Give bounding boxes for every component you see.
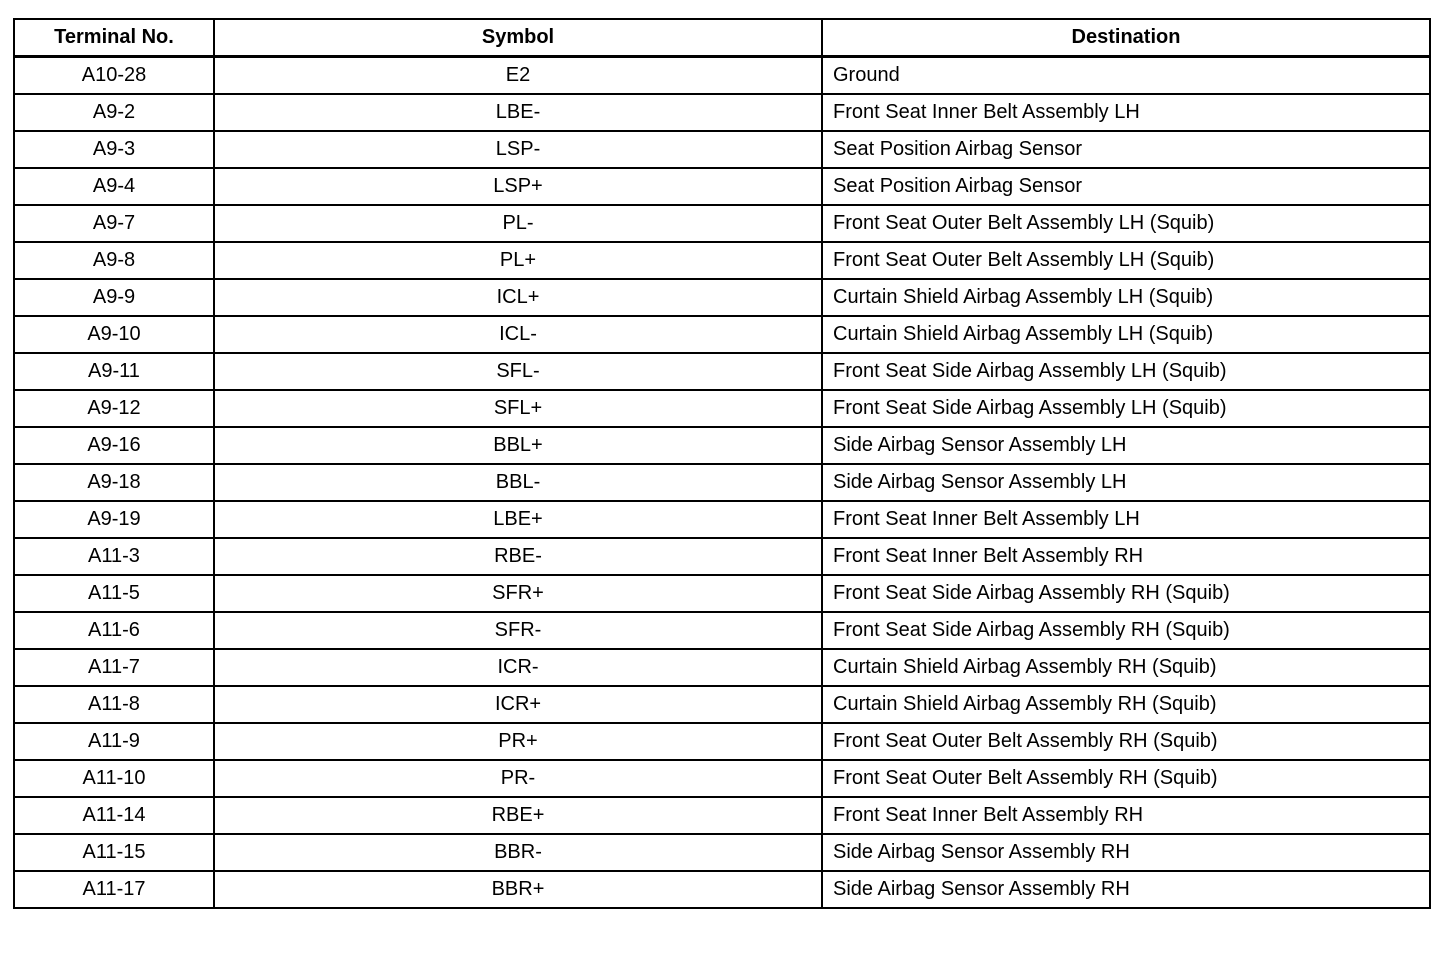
cell-terminal-no: A9-2 <box>14 94 214 131</box>
table-row <box>14 501 1430 538</box>
cell-destination: Curtain Shield Airbag Assembly LH (Squib) <box>822 279 1430 316</box>
cell-terminal-no: A11-3 <box>14 538 214 575</box>
table-row <box>14 612 1430 649</box>
header-row <box>14 19 1430 57</box>
table-row <box>14 168 1430 205</box>
cell-symbol: SFR- <box>214 612 822 649</box>
cell-destination: Front Seat Inner Belt Assembly LH <box>822 94 1430 131</box>
cell-destination: Curtain Shield Airbag Assembly LH (Squib) <box>822 316 1430 353</box>
cell-terminal-no: A11-14 <box>14 797 214 834</box>
table-row <box>14 57 1430 95</box>
cell-destination: Front Seat Outer Belt Assembly LH (Squib) <box>822 242 1430 279</box>
table-row <box>14 205 1430 242</box>
cell-symbol: ICL- <box>214 316 822 353</box>
table-row <box>14 279 1430 316</box>
cell-terminal-no: A11-17 <box>14 871 214 908</box>
cell-destination: Side Airbag Sensor Assembly LH <box>822 427 1430 464</box>
table-row <box>14 242 1430 279</box>
cell-destination: Front Seat Outer Belt Assembly RH (Squib) <box>822 723 1430 760</box>
cell-symbol: ICL+ <box>214 279 822 316</box>
terminal-table <box>13 18 1431 909</box>
cell-destination: Seat Position Airbag Sensor <box>822 131 1430 168</box>
cell-destination: Front Seat Side Airbag Assembly LH (Squib) <box>822 353 1430 390</box>
table-row <box>14 686 1430 723</box>
cell-terminal-no: A11-9 <box>14 723 214 760</box>
header-terminal-no: Terminal No. <box>14 19 214 57</box>
cell-terminal-no: A9-9 <box>14 279 214 316</box>
cell-terminal-no: A9-8 <box>14 242 214 279</box>
cell-symbol: RBE+ <box>214 797 822 834</box>
cell-terminal-no: A11-6 <box>14 612 214 649</box>
cell-terminal-no: A9-12 <box>14 390 214 427</box>
cell-symbol: LSP- <box>214 131 822 168</box>
table-row <box>14 131 1430 168</box>
cell-terminal-no: A9-4 <box>14 168 214 205</box>
cell-terminal-no: A10-28 <box>14 57 214 95</box>
cell-symbol: PL+ <box>214 242 822 279</box>
table-row <box>14 575 1430 612</box>
table-row <box>14 797 1430 834</box>
cell-destination: Front Seat Side Airbag Assembly RH (Squib) <box>822 612 1430 649</box>
terminal-table-container <box>13 18 1429 909</box>
cell-destination: Front Seat Inner Belt Assembly RH <box>822 797 1430 834</box>
cell-destination: Front Seat Outer Belt Assembly LH (Squib) <box>822 205 1430 242</box>
cell-destination: Front Seat Outer Belt Assembly RH (Squib) <box>822 760 1430 797</box>
cell-symbol: PL- <box>214 205 822 242</box>
cell-symbol: SFL- <box>214 353 822 390</box>
cell-terminal-no: A9-19 <box>14 501 214 538</box>
cell-destination: Curtain Shield Airbag Assembly RH (Squib) <box>822 649 1430 686</box>
cell-symbol: LSP+ <box>214 168 822 205</box>
cell-terminal-no: A9-11 <box>14 353 214 390</box>
cell-terminal-no: A11-15 <box>14 834 214 871</box>
cell-symbol: PR- <box>214 760 822 797</box>
table-row <box>14 649 1430 686</box>
cell-terminal-no: A11-5 <box>14 575 214 612</box>
cell-destination: Front Seat Side Airbag Assembly LH (Squib) <box>822 390 1430 427</box>
cell-destination: Side Airbag Sensor Assembly LH <box>822 464 1430 501</box>
cell-symbol: BBL- <box>214 464 822 501</box>
cell-symbol: E2 <box>214 57 822 95</box>
table-row <box>14 760 1430 797</box>
cell-terminal-no: A9-16 <box>14 427 214 464</box>
cell-destination: Ground <box>822 57 1430 95</box>
cell-destination: Seat Position Airbag Sensor <box>822 168 1430 205</box>
cell-terminal-no: A9-3 <box>14 131 214 168</box>
cell-destination: Curtain Shield Airbag Assembly RH (Squib) <box>822 686 1430 723</box>
cell-destination: Front Seat Inner Belt Assembly LH <box>822 501 1430 538</box>
cell-destination: Front Seat Inner Belt Assembly RH <box>822 538 1430 575</box>
cell-symbol: SFR+ <box>214 575 822 612</box>
cell-symbol: BBR- <box>214 834 822 871</box>
table-body <box>14 57 1430 909</box>
cell-destination: Side Airbag Sensor Assembly RH <box>822 834 1430 871</box>
cell-terminal-no: A9-18 <box>14 464 214 501</box>
table-row <box>14 427 1430 464</box>
cell-symbol: ICR- <box>214 649 822 686</box>
cell-symbol: LBE+ <box>214 501 822 538</box>
table-row <box>14 834 1430 871</box>
cell-destination: Front Seat Side Airbag Assembly RH (Squib) <box>822 575 1430 612</box>
table-header <box>14 19 1430 57</box>
cell-terminal-no: A11-8 <box>14 686 214 723</box>
cell-symbol: ICR+ <box>214 686 822 723</box>
header-symbol: Symbol <box>214 19 822 57</box>
table-row <box>14 353 1430 390</box>
cell-destination: Side Airbag Sensor Assembly RH <box>822 871 1430 908</box>
table-row <box>14 390 1430 427</box>
cell-terminal-no: A9-10 <box>14 316 214 353</box>
cell-terminal-no: A11-10 <box>14 760 214 797</box>
table-row <box>14 538 1430 575</box>
table-row <box>14 723 1430 760</box>
table-row <box>14 871 1430 908</box>
cell-symbol: SFL+ <box>214 390 822 427</box>
cell-symbol: LBE- <box>214 94 822 131</box>
cell-terminal-no: A9-7 <box>14 205 214 242</box>
cell-symbol: BBR+ <box>214 871 822 908</box>
table-row <box>14 316 1430 353</box>
table-row <box>14 94 1430 131</box>
header-destination: Destination <box>822 19 1430 57</box>
cell-symbol: RBE- <box>214 538 822 575</box>
table-row <box>14 464 1430 501</box>
cell-symbol: BBL+ <box>214 427 822 464</box>
cell-symbol: PR+ <box>214 723 822 760</box>
cell-terminal-no: A11-7 <box>14 649 214 686</box>
